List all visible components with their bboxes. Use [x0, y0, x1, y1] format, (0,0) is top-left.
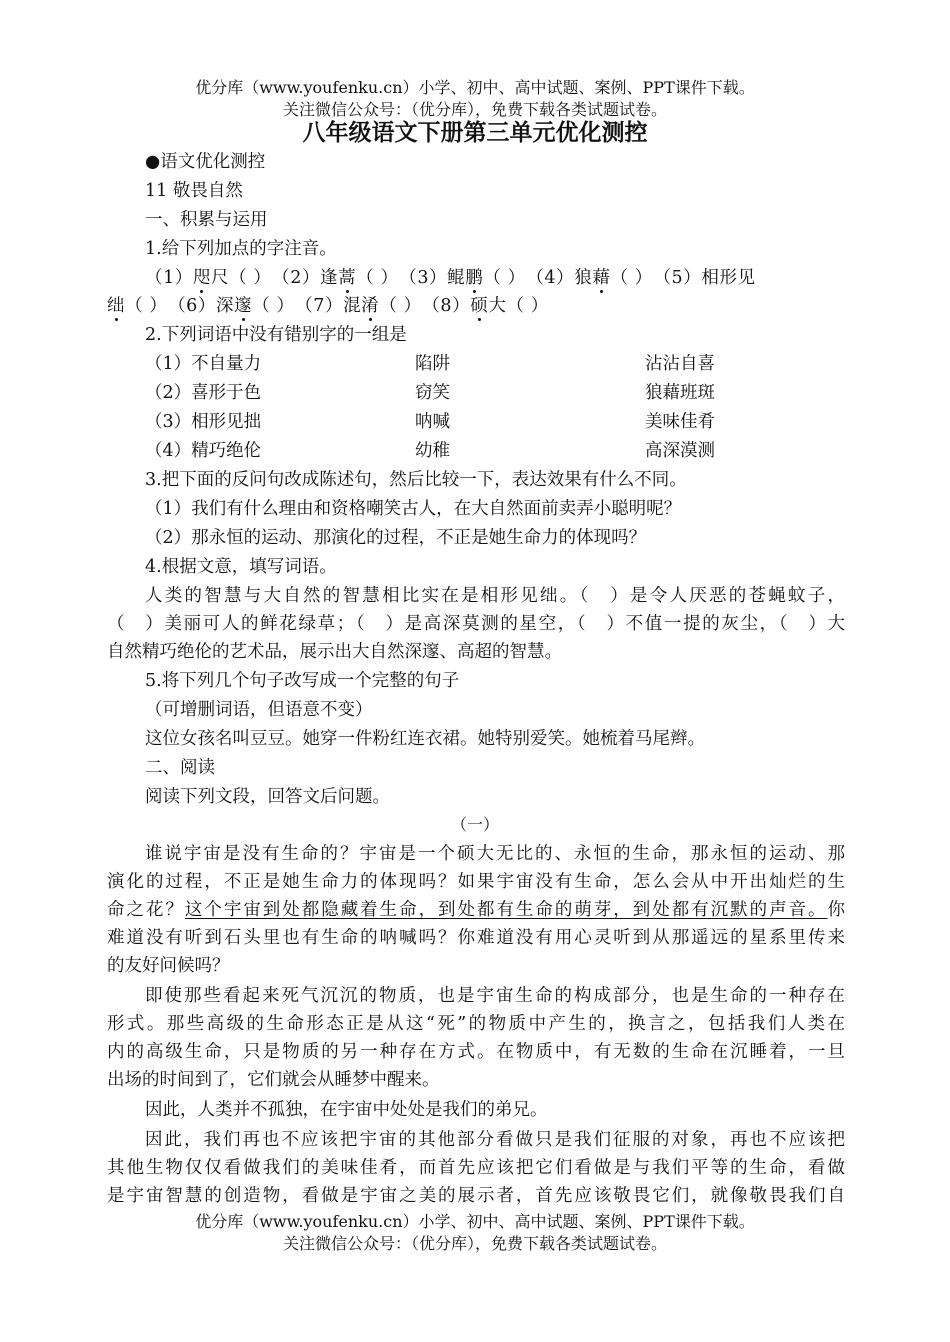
q5-text: 这位女孩名叫豆豆。她穿一件粉红连衣裙。她特别爱笑。她梳着马尾辫。	[145, 729, 705, 749]
passage-text: 命之花？	[107, 900, 185, 920]
q2-option-4-a: （4）精巧绝伦	[145, 441, 262, 461]
q3-sentence-2: （2）那永恒的运动、那演化的过程，不正是她生命力的体现吗？	[145, 528, 647, 548]
q3-sentence-1: （1）我们有什么理由和资格嘲笑古人，在大自然面前卖弄小聪明呢？	[145, 499, 682, 519]
footer-line-1: 优分库（www.youfenku.cn）小学、初中、高中试题、案例、PPT课件下载。	[195, 1212, 755, 1231]
q1-item-text: （ ） （3）鲲	[356, 268, 466, 288]
lesson-title: 11 敬畏自然	[145, 181, 243, 201]
q2-option-1-a: （1）不自量力	[145, 354, 262, 374]
q1-item-text: （ ） （6）深	[125, 296, 235, 316]
part1-heading: 一、积累与运用	[145, 210, 268, 230]
passage-p4-line-2: 其他生物仅仅看做我们的美味佳肴，而首先应该把它们看做是与我们平等的生命，看做	[107, 1158, 845, 1178]
passage-text: 你	[827, 900, 846, 920]
q1-item-text: （ ） （5）相形见	[610, 268, 756, 288]
q4-line-3: 自然精巧绝伦的艺术品，展示出大自然深邃、高超的智慧。	[107, 642, 562, 662]
q2-option-2-a: （2）喜形于色	[145, 383, 262, 403]
q2-option-2-b: 窃笑	[415, 383, 450, 403]
q1-row-1	[145, 266, 756, 290]
underlined-sentence: 这个宇宙到处都隐藏着生命，到处都有生命的萌芽，到处都有沉默的声音。	[184, 900, 828, 920]
passage-p3: 因此，人类并不孤独，在宇宙中处处是我们的弟兄。	[145, 1100, 548, 1120]
passage-p2-line-4: 出场的时间到了，它们就会从睡梦中醒来。	[107, 1070, 440, 1090]
q2-option-4-b: 幼稚	[415, 441, 450, 461]
header-line-2: 关注微信公众号：（优分库），免费下载各类试题试卷。	[282, 100, 667, 119]
passage-p2-line-2: 形式。那些高级的生命形态正是从这“死”的物质中产生的，换言之，包括我们人类在	[107, 1014, 845, 1034]
passage-p1-line-5: 的友好问候吗？	[107, 956, 230, 976]
q2-option-2-c: 狼藉班斑	[645, 383, 715, 403]
q1-dotted-char-7: 淆	[361, 296, 380, 316]
page-title: 八年级语文下册第三单元优化测控	[302, 119, 648, 146]
q1-dotted-char-3: 鹏	[465, 268, 484, 288]
part2-heading: 二、阅读	[145, 758, 215, 778]
q1-dotted-char-2: 蒿	[338, 268, 357, 288]
q1-item-text: （ ） （8）	[379, 296, 471, 316]
q1-dotted-char-5: 绌	[107, 296, 126, 316]
passage-p4-line-1: 因此，我们再也不应该把宇宙的其他部分看做只是我们征服的对象，再也不应该把	[145, 1130, 845, 1150]
header-line-1: 优分库（www.youfenku.cn）小学、初中、高中试题、案例、PPT课件下载。	[195, 78, 755, 97]
q4-line-2: （ ）美丽可人的鲜花绿草；（ ）是高深莫测的星空，（ ）不值一提的灰尘，（ ）大	[107, 614, 845, 634]
q2-option-3-c: 美味佳肴	[645, 412, 715, 432]
passage-p4-line-3: 是宇宙智慧的创造物，看做是宇宙之美的展示者，首先应该敬畏它们，就像敬畏我们自	[107, 1186, 845, 1206]
q2-option-4-c: 高深漠测	[645, 441, 715, 461]
passage-p2-line-3: 内的高级生命，只是物质的另一种存在方式。在物质中，有无数的生命在沉睡着，一旦	[107, 1042, 845, 1062]
q1-item-text: 尺（ ） （2）逢	[211, 268, 339, 288]
q4-prompt: 4.根据文意，填写词语。	[145, 557, 337, 577]
q3-prompt: 3.把下面的反问句改成陈述句，然后比较一下，表达效果有什么不同。	[145, 470, 687, 490]
q1-dotted-char-6: 邃	[234, 296, 253, 316]
q2-option-3-a: （3）相形见拙	[145, 412, 262, 432]
q1-item-text: 大（ ）	[488, 296, 549, 316]
q2-option-1-b: 陷阱	[415, 354, 450, 374]
q1-dotted-char-1: 咫	[192, 268, 212, 288]
footer-line-2: 关注微信公众号：（优分库），免费下载各类试题试卷。	[282, 1234, 667, 1253]
q2-option-1-c: 沾沾自喜	[645, 354, 715, 374]
q1-item-text: （ ） （4）狼	[483, 268, 593, 288]
q5-prompt: 5.将下列几个句子改写成一个完整的句子	[145, 671, 460, 691]
passage-p2-line-1: 即使那些看起来死气沉沉的物质，也是宇宙生命的构成部分，也是生命的一种存在	[145, 986, 845, 1006]
passage-p1-line-1: 谁说宇宙是没有生命的？宇宙是一个硕大无比的、永恒的生命，那永恒的运动、那	[145, 844, 845, 864]
q1-item-text: （ ） （7）混	[252, 296, 362, 316]
passage-number: （一）	[450, 815, 499, 834]
passage-p1-line-3	[107, 898, 845, 922]
q1-dotted-char-8: 硕	[470, 296, 489, 316]
section-label: ●语文优化测控	[145, 152, 266, 172]
q2-prompt: 2.下列词语中没有错别字的一组是	[145, 325, 407, 345]
passage-p1-line-2: 演化的过程，不正是她生命力的体现吗？如果宇宙没有生命，怎么会从中开出灿烂的生	[107, 872, 845, 892]
passage-p1-line-4: 难道没有听到石头里也有生命的呐喊吗？你难道没有用心灵听到从那遥远的星系里传来	[107, 928, 845, 948]
q1-item-1-label: （1）	[145, 268, 193, 288]
q1-dotted-char-4: 藉	[592, 268, 611, 288]
q1-row-2	[107, 294, 549, 318]
q1-prompt: 1.给下列加点的字注音。	[145, 239, 337, 259]
reading-instruction: 阅读下列文段，回答文后问题。	[145, 787, 390, 807]
q4-line-1: 人类的智慧与大自然的智慧相比实在是相形见绌。（ ）是令人厌恶的苍蝇蚊子，	[145, 586, 845, 606]
q5-note: （可增删词语，但语意不变）	[145, 700, 373, 720]
q2-option-3-b: 呐喊	[415, 412, 450, 432]
